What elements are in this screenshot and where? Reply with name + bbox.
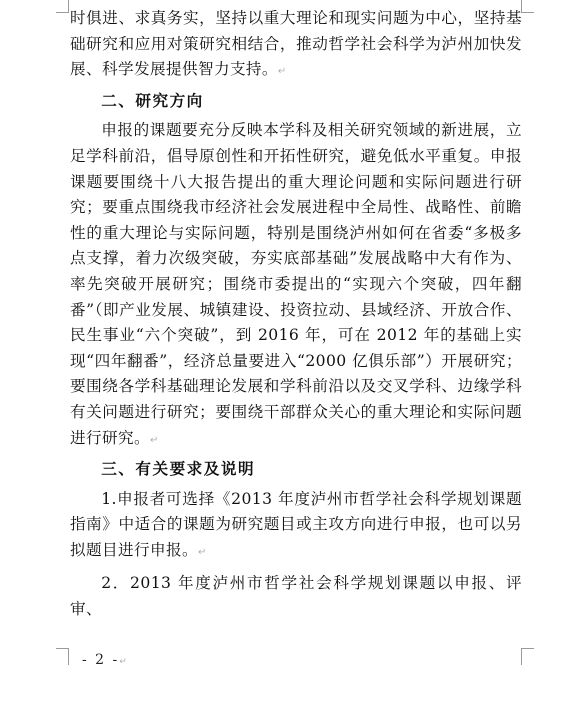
paragraph-requirement-1: 1.申报者可选择《2013 年度泸州市哲学社会科学规划课题指南》中适合的课题为研究题目或主攻方向进行申报，也可以另拟题目进行申报。↵ bbox=[70, 489, 522, 559]
paragraph-intro: 时俱进、求真务实，坚持以重大理论和现实问题为中心，坚持基础研究和应用对策研究相结合，推动哲学社会科学为泸州加快发展、科学发展提供智力支持。↵ bbox=[70, 9, 522, 79]
crop-mark-top-right bbox=[521, 0, 534, 13]
paragraph-research-direction: 申报的课题要充分反映本学科及相关研究领域的新进展，立足学科前沿，倡导原创性和开拓性研究，避免低水平重复。申报课题要围绕十八大报告提出的重大理论问题和实际问题进行研究；要重点围绕我市经济社会发展进程中全局性、战略性、前瞻性的重大理论与实际问题，特别是围绕泸州如何在省委“多极多点支撑，着力次级突破，夯实底部基础”发展战略中大有作为、率先突破开展研究；围绕市委提出的“实现六个突破，四年翻番”（即产业发展、城镇建设、投资拉动、县域经济、开放合作、民生事业“六个突破”，到 2016 年，可在 2012 年的基础上实现“四年翻番”，经济总量要进入“2000 亿俱乐部”）开展研究；要围绕各学科基础理论发展和学科前沿以及交叉学科、边缘学科有关问题进行研究；要围绕干部群众关心的重大理论和实际问题进行研究。↵ bbox=[70, 121, 522, 447]
page-number: - 2 - bbox=[82, 652, 120, 668]
paragraph-mark-icon: ↵ bbox=[119, 657, 127, 667]
crop-mark-bottom-left bbox=[56, 648, 69, 665]
section-heading-research-direction: 二、研究方向 bbox=[101, 91, 204, 110]
paragraph-mark-icon: ↵ bbox=[277, 66, 287, 78]
paragraph-mark-icon: ↵ bbox=[197, 546, 207, 558]
crop-mark-bottom-right bbox=[521, 648, 534, 665]
paragraph-mark-icon: ↵ bbox=[149, 434, 159, 446]
page-footer bbox=[82, 652, 127, 668]
section-heading-requirements: 三、有关要求及说明 bbox=[101, 460, 256, 479]
paragraph-requirement-2: 2．2013 年度泸州市哲学社会科学规划课题以申报、评审、 bbox=[70, 574, 522, 619]
document-body[interactable] bbox=[70, 6, 522, 623]
crop-mark-top-left bbox=[56, 0, 69, 13]
